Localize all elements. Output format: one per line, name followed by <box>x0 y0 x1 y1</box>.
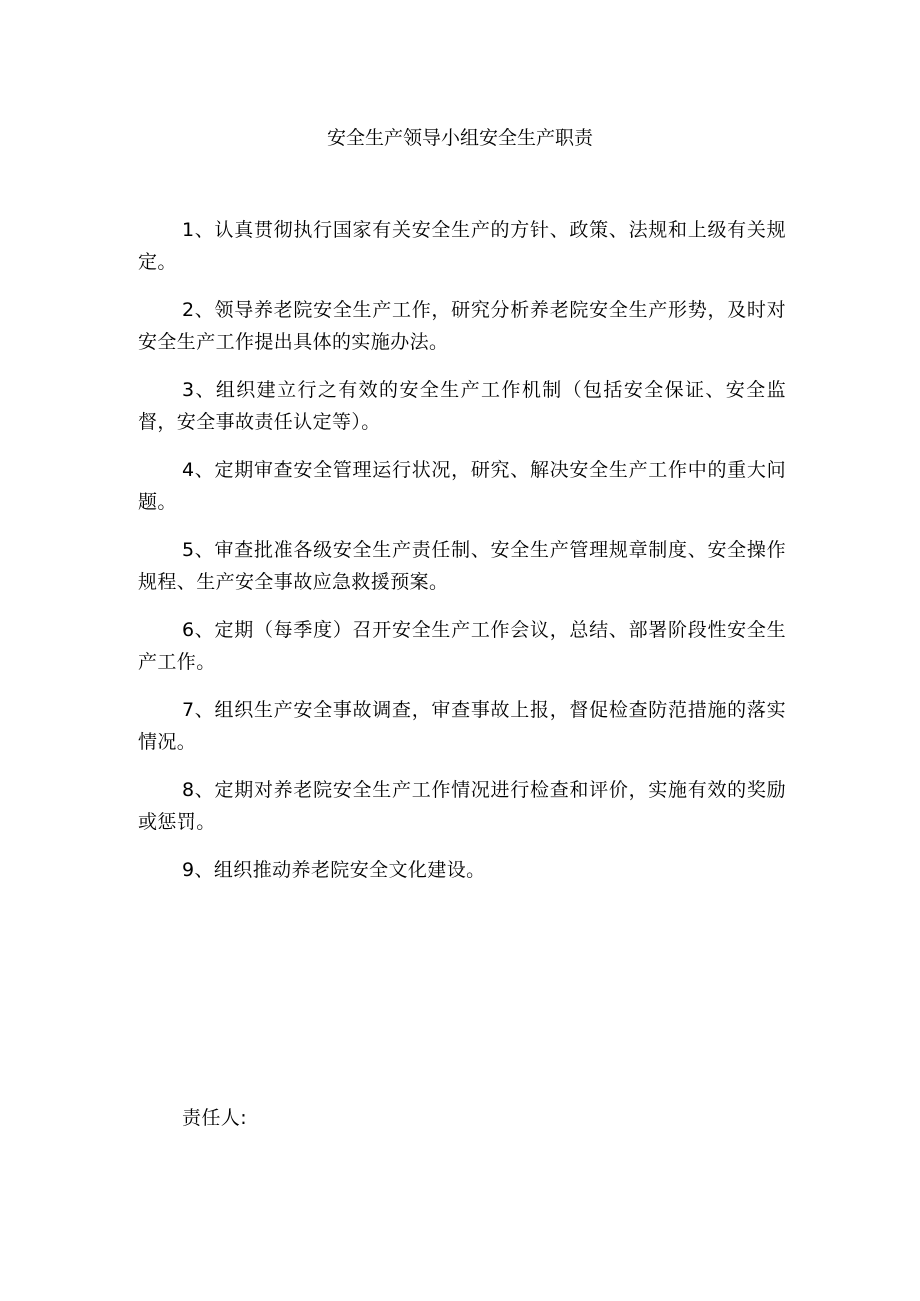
duty-item-2: 2、领导养老院安全生产工作，研究分析养老院安全生产形势，及时对安全生产工作提出具体的实施办法。 <box>138 299 786 353</box>
document-body <box>138 214 786 902</box>
duty-item-4: 4、定期审查安全管理运行状况，研究、解决安全生产工作中的重大问题。 <box>138 459 786 513</box>
duty-item-9: 9、组织推动养老院安全文化建设。 <box>182 859 486 881</box>
duty-item-5: 5、审查批准各级安全生产责任制、安全生产管理规章制度、安全操作规程、生产安全事故应急救援预案。 <box>138 539 786 593</box>
document-title: 安全生产领导小组安全生产职责 <box>326 127 593 149</box>
duty-item-1: 1、认真贯彻执行国家有关安全生产的方针、政策、法规和上级有关规定。 <box>138 219 786 273</box>
duty-item-8: 8、定期对养老院安全生产工作情况进行检查和评价，实施有效的奖励或惩罚。 <box>138 779 786 833</box>
signature-label: 责任人: <box>182 1107 248 1129</box>
duty-item-3: 3、组织建立行之有效的安全生产工作机制（包括安全保证、安全监督，安全事故责任认定等）。 <box>138 379 786 433</box>
duty-item-6: 6、定期（每季度）召开安全生产工作会议，总结、部署阶段性安全生产工作。 <box>138 619 786 673</box>
duty-item-7: 7、组织生产安全事故调查，审查事故上报，督促检查防范措施的落实情况。 <box>138 699 786 753</box>
